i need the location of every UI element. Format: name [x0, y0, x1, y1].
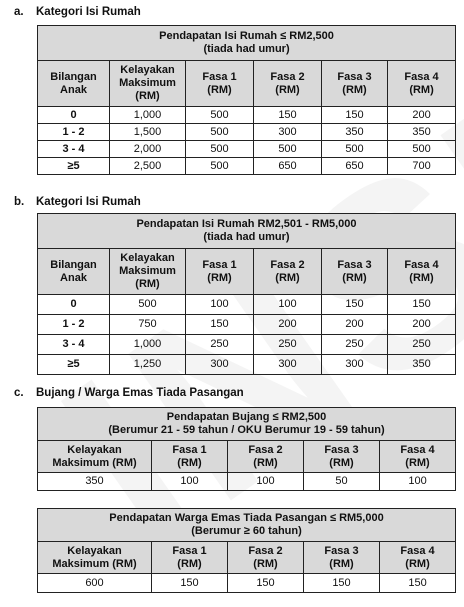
column-header: Fasa 4 (RM): [388, 61, 456, 107]
column-header: Fasa 4 (RM): [380, 542, 456, 574]
column-header: Kelayakan Maksimum (RM): [38, 542, 152, 574]
column-header: Fasa 2 (RM): [254, 249, 322, 295]
table-cell: 2,000: [110, 141, 186, 158]
table-cell: 650: [322, 158, 388, 175]
table-cell: 500: [186, 141, 254, 158]
table-cell: 200: [388, 107, 456, 124]
column-header: Fasa 2 (RM): [228, 542, 304, 574]
table-cell: 150: [388, 295, 456, 315]
column-header: Fasa 3 (RM): [322, 61, 388, 107]
table-cell: 0: [38, 295, 110, 315]
table-cell: 600: [38, 574, 152, 593]
table-row: [38, 141, 456, 158]
table-cell: 1,000: [110, 335, 186, 355]
table-cell: 300: [186, 355, 254, 375]
table-cell: 500: [322, 141, 388, 158]
column-header: Bilangan Anak: [38, 61, 110, 107]
table-header-income: Pendapatan Isi Rumah RM2,501 - RM5,000 (tiada had umur): [38, 214, 456, 249]
column-header: Fasa 1 (RM): [152, 441, 228, 473]
section-c-title: c. Bujang / Warga Emas Tiada Pasangan: [14, 387, 244, 399]
table-cell: 100: [186, 295, 254, 315]
table-cell: 200: [388, 315, 456, 335]
table-cell: 3 - 4: [38, 141, 110, 158]
table-household-a: [37, 25, 456, 175]
table-cell: 50: [304, 473, 380, 491]
table-cell: 500: [388, 141, 456, 158]
table-cell: 150: [186, 315, 254, 335]
table-cell: 150: [380, 574, 456, 593]
table-senior: [37, 508, 456, 593]
table-row: [38, 295, 456, 315]
table-cell: 250: [254, 335, 322, 355]
table-cell: 1,500: [110, 124, 186, 141]
table-row: [38, 158, 456, 175]
column-header: Fasa 3 (RM): [322, 249, 388, 295]
table-row: [38, 574, 456, 593]
table-cell: 350: [322, 124, 388, 141]
table-single: [37, 407, 456, 491]
table-cell: 150: [322, 107, 388, 124]
section-a-title: a. Kategori Isi Rumah: [14, 6, 141, 18]
table-cell: 350: [38, 473, 152, 491]
table-cell: 100: [380, 473, 456, 491]
table-cell: 100: [152, 473, 228, 491]
table-row: [38, 335, 456, 355]
table-cell: 0: [38, 107, 110, 124]
section-b-title: b. Kategori Isi Rumah: [14, 196, 141, 208]
table-cell: 300: [254, 355, 322, 375]
column-header: Kelayakan Maksimum (RM): [110, 249, 186, 295]
table-row: [38, 473, 456, 491]
table-cell: 150: [228, 574, 304, 593]
table-cell: 500: [186, 158, 254, 175]
column-header: Fasa 3 (RM): [304, 542, 380, 574]
table-cell: 1,250: [110, 355, 186, 375]
column-header: Fasa 1 (RM): [186, 61, 254, 107]
table-cell: 500: [186, 107, 254, 124]
table-cell: 650: [254, 158, 322, 175]
table-cell: 1,000: [110, 107, 186, 124]
table-row: [38, 355, 456, 375]
column-header: Fasa 1 (RM): [152, 542, 228, 574]
table-cell: 150: [254, 107, 322, 124]
column-header: Fasa 1 (RM): [186, 249, 254, 295]
table-cell: 500: [186, 124, 254, 141]
table-row: [38, 124, 456, 141]
table-cell: 500: [254, 141, 322, 158]
table-cell: 200: [254, 315, 322, 335]
table-cell: 750: [110, 315, 186, 335]
column-header: Fasa 4 (RM): [388, 249, 456, 295]
table-header-income: Pendapatan Isi Rumah ≤ RM2,500 (tiada had umur): [38, 26, 456, 61]
table-cell: 100: [254, 295, 322, 315]
table-cell: 1 - 2: [38, 315, 110, 335]
table-cell: ≥5: [38, 355, 110, 375]
table-cell: 500: [110, 295, 186, 315]
table-household-b: [37, 213, 456, 375]
column-header: Fasa 2 (RM): [254, 61, 322, 107]
table-cell: 350: [388, 124, 456, 141]
table-row: [38, 107, 456, 124]
column-header: Kelayakan Maksimum (RM): [110, 61, 186, 107]
table-cell: 1 - 2: [38, 124, 110, 141]
table-cell: 250: [322, 335, 388, 355]
table-cell: 100: [228, 473, 304, 491]
table-cell: 150: [322, 295, 388, 315]
table-row: [38, 315, 456, 335]
table-cell: 3 - 4: [38, 335, 110, 355]
column-header: Bilangan Anak: [38, 249, 110, 295]
table-cell: 150: [152, 574, 228, 593]
table-cell: 250: [186, 335, 254, 355]
table-cell: 350: [388, 355, 456, 375]
table-cell: 300: [322, 355, 388, 375]
table-cell: 700: [388, 158, 456, 175]
column-header: Kelayakan Maksimum (RM): [38, 441, 152, 473]
column-header: Fasa 3 (RM): [304, 441, 380, 473]
table-cell: 250: [388, 335, 456, 355]
table-cell: 200: [322, 315, 388, 335]
column-header: Fasa 2 (RM): [228, 441, 304, 473]
table-cell: 300: [254, 124, 322, 141]
table-cell: 2,500: [110, 158, 186, 175]
table-header-income: Pendapatan Bujang ≤ RM2,500 (Berumur 21 - 59 tahun / OKU Berumur 19 - 59 tahun): [38, 408, 456, 441]
column-header: Fasa 4 (RM): [380, 441, 456, 473]
table-cell: ≥5: [38, 158, 110, 175]
table-header-income: Pendapatan Warga Emas Tiada Pasangan ≤ RM5,000 (Berumur ≥ 60 tahun): [38, 509, 456, 542]
table-cell: 150: [304, 574, 380, 593]
